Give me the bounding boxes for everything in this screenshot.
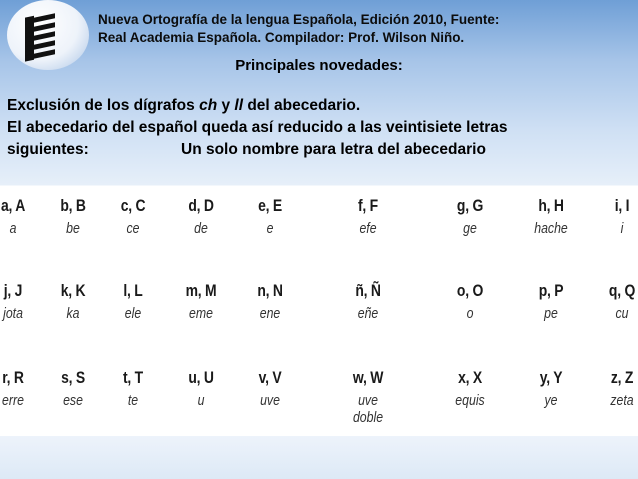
letter-cell (244, 281, 296, 322)
letter-name: ele (124, 305, 142, 322)
letter-name: uve doble (352, 392, 384, 426)
letter-pair: l, L (123, 281, 143, 300)
letter-pair: y, Y (539, 368, 563, 387)
letter-name: ye (544, 392, 558, 409)
letter-name: ka (66, 305, 80, 322)
letter-pair: v, V (258, 368, 282, 387)
letter-cell (596, 281, 638, 322)
letter-name: eñe (357, 305, 379, 322)
subtitle: Principales novedades: (235, 57, 403, 74)
letter-cell (47, 196, 99, 237)
letter-name: hache (534, 220, 568, 237)
letter-pair: j, J (3, 281, 23, 300)
letter-name: de (194, 220, 208, 237)
body-line-3-right: Un solo nombre para letra del abecedario (181, 141, 486, 158)
letter-cell (175, 368, 227, 409)
letter-pair: i, I (614, 196, 630, 215)
letter-cell (107, 281, 159, 322)
letter-name: te (127, 392, 139, 409)
letter-pair: f, F (358, 196, 378, 215)
letter-cell (0, 196, 39, 237)
letter-name: eme (189, 305, 213, 322)
letter-pair: t, T (123, 368, 143, 387)
letter-pair: g, G (456, 196, 484, 215)
letter-cell (342, 196, 394, 237)
letter-cell (47, 281, 99, 322)
letter-pair: m, M (185, 281, 217, 300)
letter-pair: n, N (257, 281, 283, 300)
letter-pair: e, E (258, 196, 282, 215)
letter-cell (525, 368, 577, 409)
letter-cell (444, 196, 496, 237)
body-line-2: El abecedario del español queda así reducido a las veintisiete letras (7, 119, 508, 136)
letter-name: o (466, 305, 474, 322)
letter-cell (244, 196, 296, 237)
letter-cell (342, 368, 394, 426)
letter-cell (444, 368, 496, 409)
bottom-band (0, 436, 638, 479)
logo-mark-icon (25, 10, 59, 61)
header-line-1: Nueva Ortografía de la lengua Española, Edición 2010, Fuente: (98, 12, 500, 27)
letter-pair: q, Q (608, 281, 636, 300)
letter-name: erre (2, 392, 24, 409)
letter-name: a (9, 220, 17, 237)
letter-name: ese (63, 392, 83, 409)
letter-cell (596, 368, 638, 409)
letter-name: uve (260, 392, 280, 409)
letter-pair: h, H (538, 196, 564, 215)
letter-pair: ñ, Ñ (355, 281, 381, 300)
letter-name: equis (455, 392, 485, 409)
letter-pair: d, D (188, 196, 214, 215)
letter-pair: b, B (60, 196, 86, 215)
letter-name: e (266, 220, 274, 237)
letter-cell (107, 368, 159, 409)
letter-name: ce (126, 220, 140, 237)
letter-name: jota (3, 305, 23, 322)
letter-pair: w, W (352, 368, 384, 387)
letter-pair: x, X (458, 368, 482, 387)
letter-pair: r, R (2, 368, 24, 387)
letter-pair: a, A (0, 196, 26, 215)
letter-cell (444, 281, 496, 322)
letter-pair: k, K (60, 281, 86, 300)
letter-cell (107, 196, 159, 237)
letter-name: efe (359, 220, 377, 237)
letter-name: i (620, 220, 624, 237)
letter-pair: z, Z (610, 368, 634, 387)
letter-pair: c, C (120, 196, 146, 215)
letter-pair: s, S (61, 368, 85, 387)
letter-cell (0, 281, 39, 322)
letter-cell (47, 368, 99, 409)
letter-cell (596, 196, 638, 237)
letter-cell (525, 196, 577, 237)
letter-cell (342, 281, 394, 322)
letter-pair: o, O (456, 281, 484, 300)
letter-name: be (66, 220, 80, 237)
letter-cell (525, 281, 577, 322)
letter-pair: p, P (538, 281, 564, 300)
letter-cell (175, 196, 227, 237)
letter-cell (175, 281, 227, 322)
letter-cell (0, 368, 39, 409)
letter-name: cu (615, 305, 629, 322)
letter-name: pe (544, 305, 558, 322)
body-line-3-left: siguientes: (7, 141, 89, 158)
alphabet-table (0, 186, 638, 436)
body-line-1: Exclusión de los dígrafos ch y ll del abecedario. (7, 97, 361, 114)
letter-name: ene (259, 305, 281, 322)
letter-cell (244, 368, 296, 409)
letter-pair: u, U (188, 368, 214, 387)
letter-name: ge (463, 220, 477, 237)
letter-name: u (197, 392, 205, 409)
letter-name: zeta (610, 392, 634, 409)
header-line-2: Real Academia Española. Compilador: Prof. Wilson Niño. (98, 30, 465, 45)
